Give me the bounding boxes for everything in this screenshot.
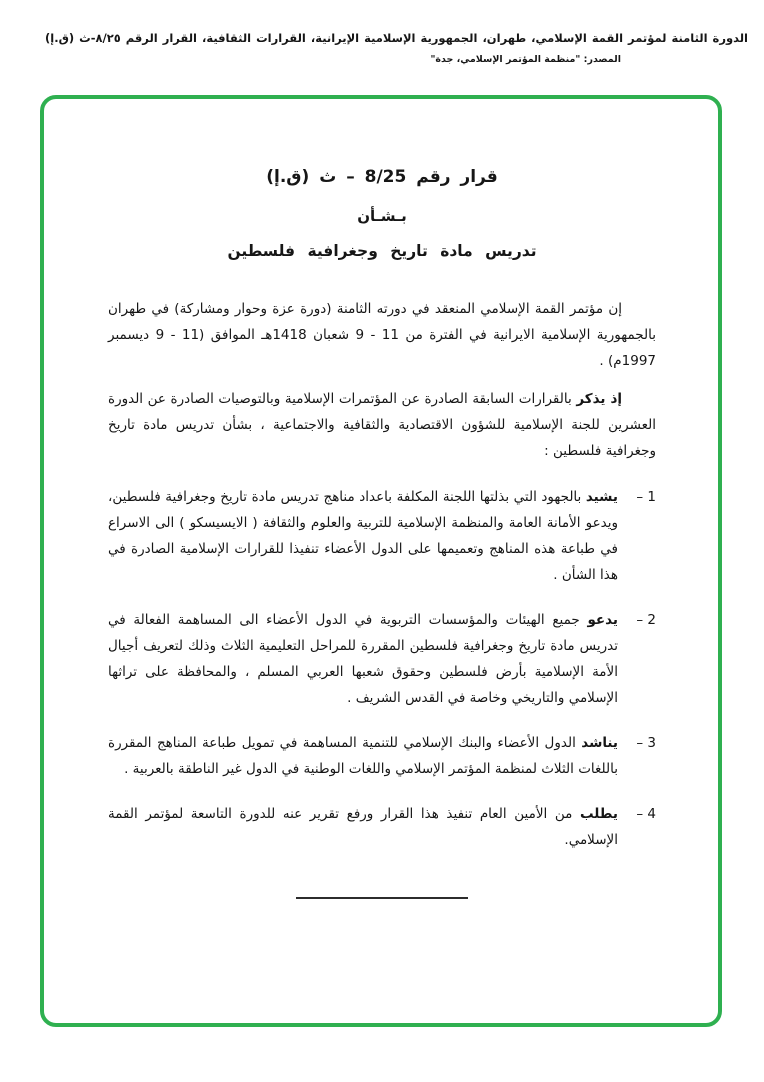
item-1-marker: 1 – [636,489,656,505]
preamble-paragraph: إن مؤتمر القمة الإسلامي المنعقد في دورته الثامنة (دورة عزة وحوار ومشاركة) في طهران بالجمهورية الإسلامية الايرانية في الفترة من ⁦9 - 11⁩ شعبان 1418هـ الموافق (⁦9 - 11⁩ ديسمبر 1997م) . [108,301,656,369]
item-4-body: من الأمين العام تنفيذ هذا القرار ورفع تقرير عنه للدورة التاسعة لمؤتمر القمة الإسلامي. [108,806,618,848]
item-4-marker: 4 – [636,806,656,822]
item-3-lead: يناشد [581,735,618,751]
resolution-item-2 [108,607,656,711]
item-3-body: الدول الأعضاء والبنك الإسلامي للتنمية المساهمة في تمويل طباعة المناهج المقررة باللغات الثلاث لمنظمة المؤتمر الإسلامي واللغات الوطنية في الدول غير الناطقة بالعربية . [108,735,618,777]
item-3-text [108,730,618,782]
recall-paragraph [108,386,656,464]
resolution-items [108,484,656,853]
end-divider [296,897,468,899]
item-4-lead: يطلب [579,806,619,822]
item-2-text [108,607,618,711]
item-2-body: جميع الهيئات والمؤسسات التربوية في الدول الأعضاء الى المساهمة الفعالة في تدريس مادة تاريخ وجغرافية فلسطين المقررة للمراحل التعليمية الثلاث وذلك لتعريف أجيال الأمة الإسلامية بأرض فلسطين وحقوق شعبها العربي المسلم ، والمحافظة على تراثها الإسلامي والتاريخي وخاصة في القدس الشريف . [108,612,618,706]
item-3-marker: 3 – [636,735,656,751]
resolution-subject-title: تدريس مادة تاريخ وجغرافية فلسطين [227,242,537,260]
green-border-frame [40,95,722,1027]
resolution-number-title: قرار رقم 8/25 – ث (ق.إ) [266,167,498,187]
recall-text: بالقرارات السابقة الصادرة عن المؤتمرات الإسلامية وبالتوصيات الصادرة عن الدورة العشرين للجنة الإسلامية للشؤون الاقتصادية والثقافية والاجتماعية ، بشأن تدريس مادة تاريخ وجغرافية فلسطين : [108,391,656,459]
item-1-text [108,484,618,588]
resolution-subject-label: بـشـأن [357,207,407,225]
recall-lead: إذ يذكر [576,391,623,407]
item-1-body: بالجهود التي بذلتها اللجنة المكلفة باعداد مناهج تدريس مادة تاريخ وجغرافية فلسطين، ويدعو الأمانة العامة والمنظمة الإسلامية للتربية والعلوم والثقافة ( الايسيسكو ) الى الاسراع في طباعة هذه المناهج وتعميمها على الدول الأعضاء تنفيذا للقرارات الإسلامية الصادرة في هذا الشأن . [108,489,618,583]
document-header [16,30,748,65]
document-content [44,99,718,1023]
resolution-item-3 [108,730,656,782]
header-source: المصدر: "منظمة المؤتمر الإسلامي، جدة" [430,53,621,65]
item-2-marker: 2 – [636,612,656,628]
item-1-lead: يشيد [585,489,618,505]
item-4-text [108,801,618,853]
resolution-item-1 [108,484,656,588]
header-citation: الدورة الثامنة لمؤتمر القمة الإسلامي، طهران، الجمهورية الإسلامية الإيرانية، القرارات الثقافية، القرار الرقم ٨/٢٥-ث (ق.إ) [45,31,748,45]
item-2-lead: يدعو [587,612,618,628]
resolution-item-4 [108,801,656,853]
